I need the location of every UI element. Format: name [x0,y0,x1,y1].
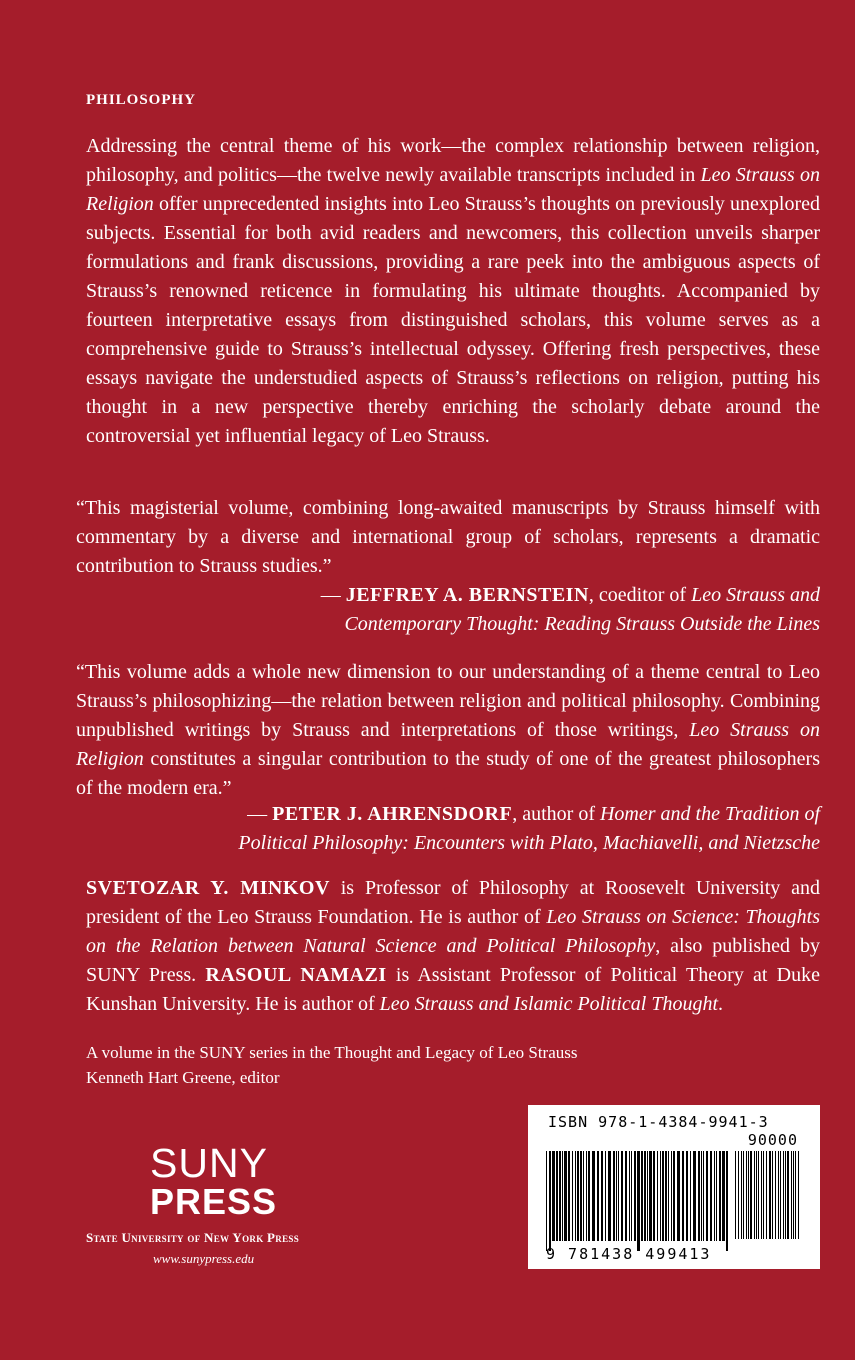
barcode-bar [662,1151,664,1241]
barcode-bar [616,1151,617,1241]
barcode-bar [673,1151,675,1241]
barcode-bar [649,1151,652,1241]
editor-name-2: RASOUL NAMAZI [205,964,387,986]
barcode-bar [677,1151,680,1241]
book-title: Leo Strauss on Religion [86,164,821,215]
barcode-bar [568,1151,570,1241]
barcode-bar [562,1151,563,1241]
barcode-bar [783,1151,784,1239]
barcode-bar [668,1151,669,1241]
barcode-bars [544,1151,730,1251]
barcode-bar [726,1151,728,1251]
barcode-bar [738,1151,739,1239]
blurb-quote-2: “This volume adds a whole new dimension to our understanding of a theme central to Leo Strauss’s philosophizing—the relation between religion and political philosophy. Combining unpublished writings by Strauss and interpretations of those writings, Leo Strauss on Religion constitutes a singular contribution to the study of one of the greatest philosophers of the modern era.” [76,661,820,799]
barcode-bar [605,1151,606,1241]
barcode-bar [644,1151,646,1241]
barcode-bar [653,1151,655,1241]
barcode-bar [798,1151,799,1239]
barcode-bar [780,1151,781,1239]
isbn-number: ISBN 978-1-4384-9941-3 [548,1113,769,1131]
barcode-bar [586,1151,587,1241]
barcode-bar [693,1151,696,1241]
barcode-bar [583,1151,584,1241]
book-description: Addressing the central theme of his work—the complex relationship between religion, philosophy, and politics—the twelve newly available transcripts included in Leo Strauss on Religion offer unprecedented insights into Leo Strauss’s thoughts on previously unexplored subjects. Essential for both avid readers and newcomers, this collection unveils sharper formulations and frank discussions, providing a rare peek into the ambiguous aspects of Strauss’s renowned reticence in formulating his ultimate thoughts. Accompanied by fourteen interpretative essays from distinguished scholars, this volume serves as a comprehensive guide to Strauss’s intellectual odyssey. Offering fresh perspectives, these essays navigate the understudied aspects of Strauss’s reflections on religion, putting his thought in a new perspective thereby enriching the scholarly debate around the controversial yet influential legacy of Leo Strauss. [86,135,821,447]
blurb-work-2: Homer and the Tradition of Political Philosophy: Encounters with Plato, Machiavelli, and Nietzsche [238,803,820,854]
barcode-bar [559,1151,561,1241]
barcode-bar [775,1151,776,1239]
barcode-bar [647,1151,648,1241]
barcode-bar [710,1151,712,1241]
barcode-bar [703,1151,704,1241]
barcode-bar [580,1151,582,1241]
blurb-attribution-1: — JEFFREY A. BERNSTEIN, coeditor of Leo Strauss and Contemporary Thought: Reading Strauss Outside the Lines [320,584,820,635]
publisher-name: State University of New York Press [86,1230,300,1245]
barcode-bar [575,1151,576,1241]
barcode-bar [714,1151,715,1241]
barcode-bar [761,1151,762,1239]
barcode-bar [750,1151,752,1239]
barcode-bar [706,1151,708,1241]
barcode-bar [785,1151,786,1239]
barcode-bar [618,1151,619,1241]
barcode-bar [772,1151,773,1239]
barcode-bar [758,1151,759,1239]
barcode-bar [625,1151,627,1241]
barcode-bar [716,1151,717,1241]
category-label: PHILOSOPHY [86,92,197,108]
barcode-bar [769,1151,771,1239]
barcode-bar [629,1151,630,1241]
barcode-bar [746,1151,747,1239]
barcode-bar [763,1151,764,1239]
barcode-bar [549,1151,551,1251]
barcode-bar [735,1151,736,1239]
publisher-logo-press: PRESS [150,1181,278,1222]
barcode-bar [756,1151,757,1239]
barcode-bar [686,1151,688,1241]
blurb-author-2: PETER J. AHRENSDORF [272,803,513,825]
barcode-bar [791,1151,792,1239]
barcode-bar [621,1151,623,1241]
isbn-barcode [528,1105,820,1269]
barcode-bar [641,1151,643,1241]
barcode-bar [778,1151,779,1239]
barcode-bar [671,1151,672,1241]
barcode-bar [657,1151,658,1241]
blurb-work-1: Leo Strauss and Contemporary Thought: Reading Strauss Outside the Lines [344,584,820,635]
barcode-bar [665,1151,667,1241]
barcode-bar [690,1151,691,1241]
barcode-bar [682,1151,684,1241]
price-addon: 90000 [747,1131,798,1149]
barcode-bar [787,1151,789,1239]
blurb-attribution-2: — PETER J. AHRENSDORF, author of Homer and the Tradition of Political Philosophy: Encounters with Plato, Machiavelli, and Nietzsche [238,803,820,854]
barcode-bar [793,1151,794,1239]
barcode-bar [556,1151,558,1241]
barcode-bar [660,1151,661,1241]
editor-name-1: SVETOZAR Y. MINKOV [86,877,330,899]
barcode-bar [748,1151,749,1239]
barcode-bar [597,1151,599,1241]
series-line: A volume in the SUNY series in the Thought and Legacy of Leo Strauss [86,1043,578,1062]
publisher-logo-suny: SUNY [150,1140,268,1186]
barcode-bar [588,1151,590,1241]
barcode-bar [741,1151,742,1239]
barcode-bar [601,1151,603,1241]
barcode-bar [564,1151,567,1241]
barcode-bar [795,1151,796,1239]
barcode-bar [701,1151,702,1241]
barcode-bar [637,1151,640,1251]
barcode-bar [722,1151,725,1241]
barcode-bar [572,1151,573,1241]
barcode-bar [613,1151,615,1241]
barcode-bar [608,1151,611,1241]
barcode-bar [552,1151,555,1241]
barcode-bar [754,1151,755,1239]
ean-digits: 9 781438 499413 [546,1245,712,1263]
blurb-author-1: JEFFREY A. BERNSTEIN [345,584,589,606]
barcode-bar [743,1151,744,1239]
publisher-website: www.sunypress.edu [153,1251,255,1266]
series-info [86,1040,578,1090]
barcode-bar [698,1151,700,1241]
series-editor: Kenneth Hart Greene, editor [86,1068,280,1087]
barcode-bar [577,1151,579,1241]
barcode-bar [546,1151,547,1251]
barcode-bar [766,1151,767,1239]
barcode-bar [634,1151,636,1241]
barcode-bar [592,1151,595,1241]
addon-bars [733,1151,803,1239]
blurb-quote-1: “This magisterial volume, combining long-awaited manuscripts by Strauss himself with commentary by a diverse and international group of scholars, represents a dramatic contribution to Strauss studies.” [76,497,820,577]
author-bios: SVETOZAR Y. MINKOV is Professor of Philosophy at Roosevelt University and president of the Leo Strauss Foundation. He is author of Leo Strauss on Science: Thoughts on the Relation between Natural Science and Political Philosophy, also published by SUNY Press. RASOUL NAMAZI is Assistant Professor of Political Theory at Duke Kunshan University. He is author of Leo Strauss and Islamic Political Thought. [86,877,821,1015]
barcode-bar [719,1151,721,1241]
barcode-bar [631,1151,632,1241]
